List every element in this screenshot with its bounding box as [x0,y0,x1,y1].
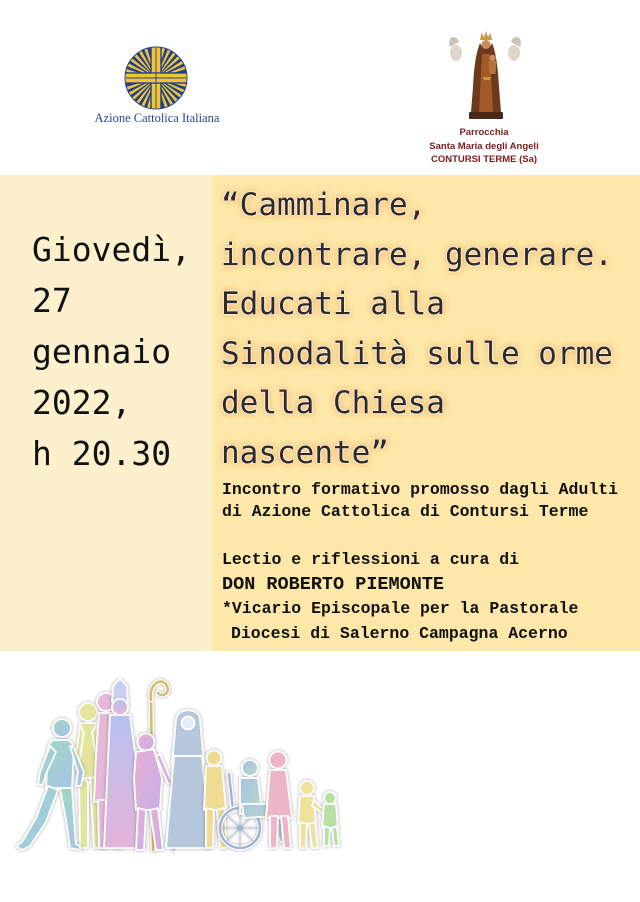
event-title-line: nascente” [221,434,389,471]
speaker-intro: Lectio e riflessioni a cura di [222,550,520,569]
cherub-ornament-right [508,37,521,61]
event-day: 27 [32,281,72,320]
person-silhouette-child [298,781,324,848]
event-description [222,479,618,523]
speaker-role-line: Diocesi di Salerno Campagna Acerno [231,623,568,643]
parish-town: CONTURSI TERME (Sa) [430,154,538,165]
speaker-role-line: *Vicario Episcopale per la Pastorale [222,599,579,618]
event-time: h 20.30 [32,434,172,473]
cherub-ornament-left [449,37,462,61]
event-year: 2022, [32,383,132,422]
parish-label: Parrocchia [459,127,509,138]
event-weekday: Giovedì, [32,230,191,269]
person-silhouette-walking [16,719,84,850]
person-silhouette-elderly [134,734,172,851]
speaker-name: DON ROBERTO PIEMONTE [222,573,445,595]
madonna-statue [469,31,503,119]
people-silhouettes-illustration [0,660,360,870]
event-title-line: incontrare, generare. [221,236,613,273]
person-silhouette-toddler [322,792,339,846]
event-title-line: “Camminare, [221,187,427,223]
azione-cattolica-logo [124,46,188,110]
parish-info [404,126,564,167]
parish-statue-image [446,27,524,121]
person-silhouette-nun [166,710,210,848]
event-title-line: Educati alla [221,286,445,322]
parish-name: Santa Maria degli Angeli [429,140,539,152]
event-description-line: di Azione Cattolica di Contursi Terme [222,502,589,521]
person-silhouette-young [204,751,227,849]
organization-name: Azione Cattolica Italiana [94,111,220,125]
event-title-line: della Chiesa [221,385,445,421]
speaker-block [222,548,578,646]
event-month: gennaio [32,332,172,371]
event-title-line: Sinodalità sulle orme [221,335,613,372]
event-date [32,224,191,479]
event-title [221,181,613,478]
event-description-line: Incontro formativo promosso dagli Adulti [222,480,619,499]
